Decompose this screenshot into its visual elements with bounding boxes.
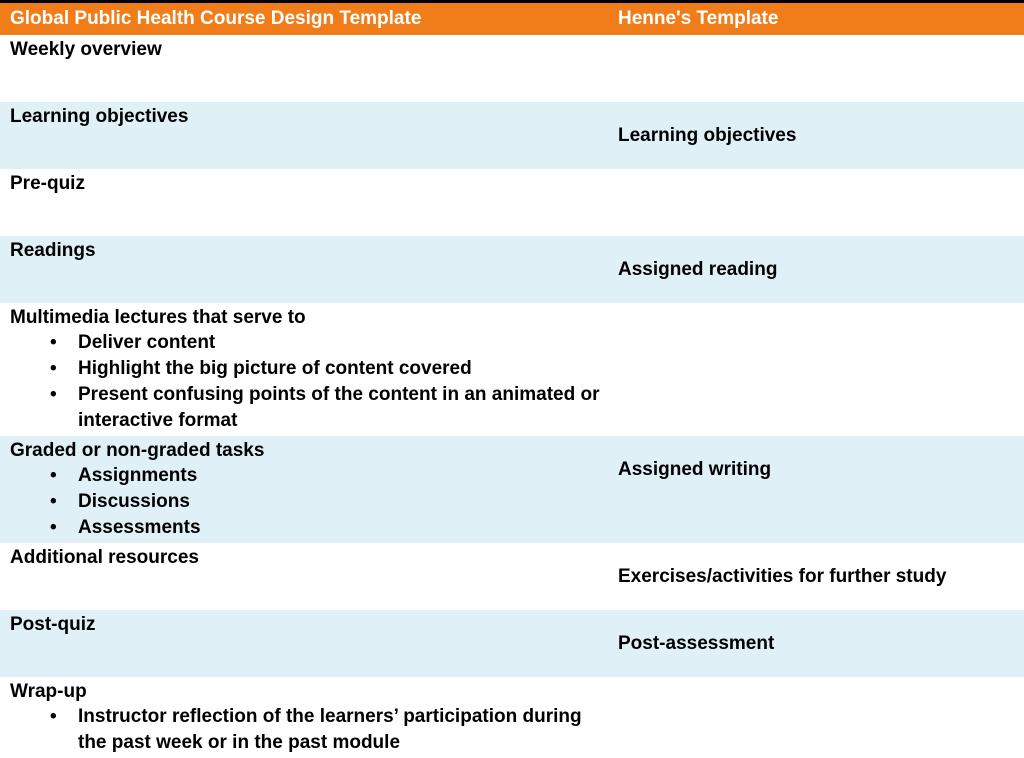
row-left-content [10,305,600,434]
row-cell-left [0,677,608,758]
row-left-bullet-list [10,330,600,434]
row-left-title: Additional resources [10,547,199,568]
course-design-comparison-table [0,3,1024,758]
list-item: • Highlight the big picture of content covered [10,356,600,382]
row-left-title: Weekly overview [10,39,162,60]
row-cell-left [0,436,608,543]
table-row [0,35,1024,102]
row-left-content [10,37,600,62]
row-cell-left [0,303,608,436]
row-cell-right [608,236,1024,303]
row-right-text [618,324,1016,349]
row-cell-left [0,610,608,677]
row-cell-right [608,35,1024,102]
table-row [0,436,1024,543]
row-left-bullet-list [10,704,600,756]
row-right-text: Post-assessment [618,633,775,654]
row-left-content [10,438,600,541]
row-right-text: Exercises/activities for further study [618,566,947,587]
list-item: • Assessments [10,515,600,541]
row-right-text: Assigned writing [618,459,772,480]
row-right-text [618,190,1016,215]
table-row [0,169,1024,236]
row-left-bullet-list [10,463,600,541]
table-row [0,303,1024,436]
table-body [0,35,1024,758]
row-left-title: Multimedia lectures that serve to [10,307,306,328]
row-left-content [10,171,600,196]
table-header-row [0,3,1024,35]
row-left-content [10,679,600,756]
table-row [0,610,1024,677]
row-right-text [618,56,1016,81]
row-cell-left [0,543,608,610]
row-cell-left [0,35,608,102]
row-cell-right [608,436,1024,543]
list-item: • Deliver content [10,330,600,356]
list-item: • Assignments [10,463,600,489]
row-left-title: Graded or non-graded tasks [10,440,265,461]
row-left-content [10,238,600,263]
table-header [0,3,1024,35]
row-cell-right [608,169,1024,236]
row-cell-right [608,610,1024,677]
row-left-content [10,545,600,570]
column-header-right: Henne's Template [608,3,1024,35]
row-left-content [10,612,600,637]
table-row [0,677,1024,758]
row-right-text: Learning objectives [618,125,797,146]
table-row [0,102,1024,169]
row-left-title: Pre-quiz [10,173,85,194]
row-cell-right [608,303,1024,436]
row-right-text [618,698,1016,723]
list-item: • Present confusing points of the content in an animated or interactive format [10,382,600,434]
row-cell-left [0,236,608,303]
list-item: • Discussions [10,489,600,515]
row-left-title: Learning objectives [10,106,189,127]
row-cell-right [608,677,1024,758]
row-cell-right [608,543,1024,610]
row-cell-left [0,102,608,169]
row-left-title: Readings [10,240,96,261]
table-row [0,543,1024,610]
row-cell-right [608,102,1024,169]
table-row [0,236,1024,303]
row-right-text: Assigned reading [618,259,778,280]
row-left-title: Wrap-up [10,681,87,702]
column-header-left: Global Public Health Course Design Template [0,3,608,35]
row-cell-left [0,169,608,236]
row-left-title: Post-quiz [10,614,96,635]
row-left-content [10,104,600,129]
list-item: • Instructor reflection of the learners’ participation during the past week or in the past module [10,704,600,756]
